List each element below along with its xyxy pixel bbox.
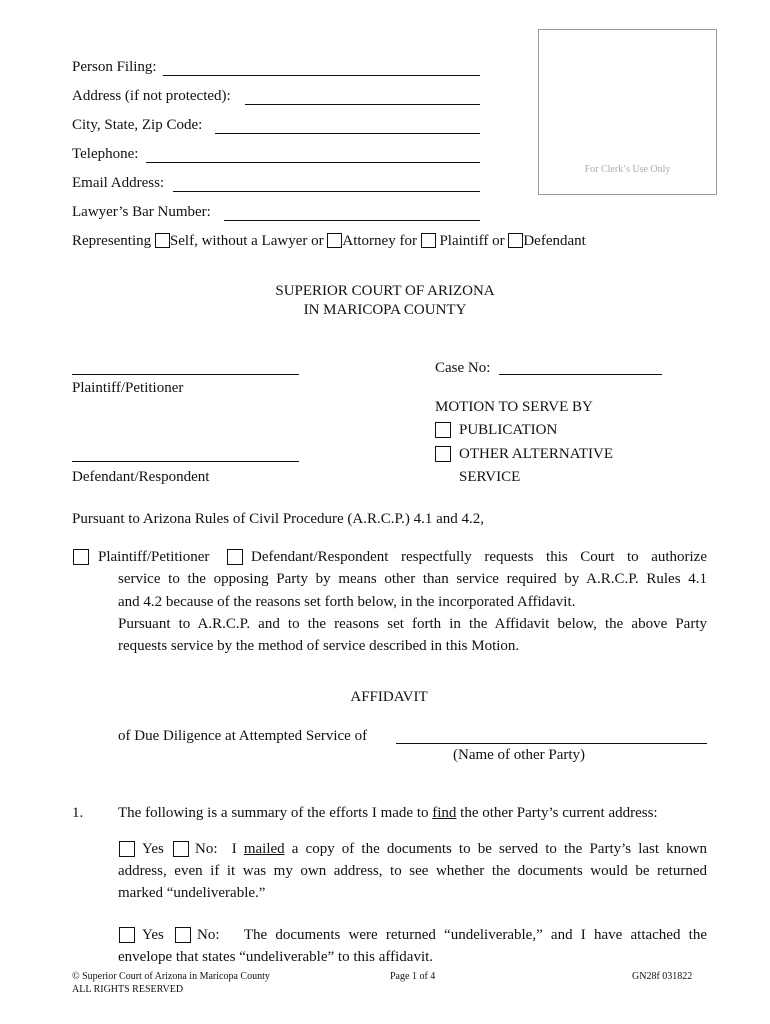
defendant-checkbox[interactable] (508, 233, 523, 248)
req-plaintiff-checkbox[interactable] (73, 549, 89, 565)
item-1-pre: The following is a summary of the efforts I made to (118, 805, 429, 821)
email-field[interactable] (173, 191, 480, 192)
request-line-4: Pursuant to A.R.C.P. and to the reasons set forth in the Affidavit below, the above Party (118, 616, 707, 632)
attorney-label: Attorney for (342, 233, 417, 249)
other-alternative-checkbox[interactable] (435, 446, 451, 462)
defendant-label: Defendant (523, 233, 586, 249)
item-1-text (118, 804, 658, 822)
q2-yes-checkbox[interactable] (119, 927, 135, 943)
footer-page-number: Page 1 of 4 (390, 971, 436, 982)
item-number-1: 1. (72, 805, 84, 821)
case-no-field[interactable] (499, 374, 662, 375)
footer-rights: ALL RIGHTS RESERVED (72, 984, 184, 995)
representing-row (72, 232, 586, 250)
self-label: Self, without a Lawyer or (169, 233, 324, 249)
other-alternative-label: OTHER ALTERNATIVE (459, 446, 614, 462)
representing-label: Representing (72, 233, 152, 249)
clerk-use-label: For Clerk’s Use Only (584, 164, 671, 175)
plaintiff-caption: Plaintiff/Petitioner (72, 380, 184, 396)
footer-form-code: GN28f 031822 (632, 971, 693, 982)
defendant-name-field[interactable] (72, 461, 299, 462)
self-checkbox[interactable] (155, 233, 170, 248)
other-alternative-label-2: SERVICE (459, 469, 521, 485)
email-label: Email Address: (72, 175, 165, 191)
publication-checkbox[interactable] (435, 422, 451, 438)
item-1-post: the other Party’s current address: (460, 805, 658, 821)
q2-no-checkbox[interactable] (175, 927, 191, 943)
q2-line-1-text: The documents were returned “undeliverable,” and I have attached the (243, 927, 707, 943)
q1-no-checkbox[interactable] (173, 841, 189, 857)
defendant-caption: Defendant/Respondent (72, 469, 210, 485)
item-1-find: find (432, 805, 457, 821)
q1-line-1 (195, 840, 707, 858)
court-county: IN MARICOPA COUNTY (303, 302, 467, 318)
plaintiff-checkbox[interactable] (421, 233, 436, 248)
person-filing-field[interactable] (163, 75, 480, 76)
pursuant-text: Pursuant to Arizona Rules of Civil Procedure (A.R.C.P.) 4.1 and 4.2, (72, 511, 485, 527)
plaintiff-or-label: Plaintiff or (439, 233, 505, 249)
q2-yes-label: Yes (142, 927, 164, 943)
q1-line-3: marked “undeliverable.” (118, 885, 266, 901)
q1-yes-checkbox[interactable] (119, 841, 135, 857)
request-line-3: and 4.2 because of the reasons set forth below, in the incorporated Affidavit. (118, 594, 576, 610)
req-plaintiff-label: Plaintiff/Petitioner (98, 549, 210, 565)
publication-label: PUBLICATION (459, 422, 558, 438)
due-diligence-label: of Due Diligence at Attempted Service of (118, 728, 368, 744)
q1-no-label: No: (195, 841, 218, 857)
request-line-1: Defendant/Respondent respectfully requests this Court to authorize (251, 549, 707, 565)
footer-copyright: © Superior Court of Arizona in Maricopa County (72, 971, 270, 982)
person-filing-label: Person Filing: (72, 59, 157, 75)
city-state-zip-label: City, State, Zip Code: (72, 117, 203, 133)
attorney-checkbox[interactable] (327, 233, 342, 248)
q1-line-2: address, even if it was my own address, to see whether the documents would be returned (118, 863, 707, 879)
plaintiff-name-field[interactable] (72, 374, 299, 375)
motion-title: MOTION TO SERVE BY (435, 399, 593, 415)
q2-line-1 (197, 926, 707, 944)
q1-line-1-post: a copy of the documents to be served to the Party’s last known (291, 841, 707, 857)
other-party-caption: (Name of other Party) (453, 747, 586, 763)
other-party-name-field[interactable] (396, 743, 707, 744)
bar-number-label: Lawyer’s Bar Number: (72, 204, 211, 220)
court-name: SUPERIOR COURT OF ARIZONA (275, 283, 495, 299)
q1-yes-label: Yes (142, 841, 164, 857)
address-field[interactable] (245, 104, 480, 105)
affidavit-title: AFFIDAVIT (350, 689, 428, 705)
telephone-label: Telephone: (72, 146, 139, 162)
address-label: Address (if not protected): (72, 88, 231, 104)
telephone-field[interactable] (146, 162, 480, 163)
bar-number-field[interactable] (224, 220, 480, 221)
q2-no-label: No: (197, 927, 220, 943)
request-line-2: service to the opposing Party by means other than service required by A.R.C.P. Rules 4.1 (118, 571, 707, 587)
q1-mailed: mailed (243, 841, 285, 857)
city-state-zip-field[interactable] (215, 133, 480, 134)
case-no-label: Case No: (435, 360, 491, 376)
q1-pre: I (231, 841, 237, 857)
clerk-use-box (538, 29, 717, 195)
request-line-5: requests service by the method of service described in this Motion. (118, 638, 520, 654)
req-defendant-checkbox[interactable] (227, 549, 243, 565)
q2-line-2: envelope that states “undeliverable” to this affidavit. (118, 949, 434, 965)
